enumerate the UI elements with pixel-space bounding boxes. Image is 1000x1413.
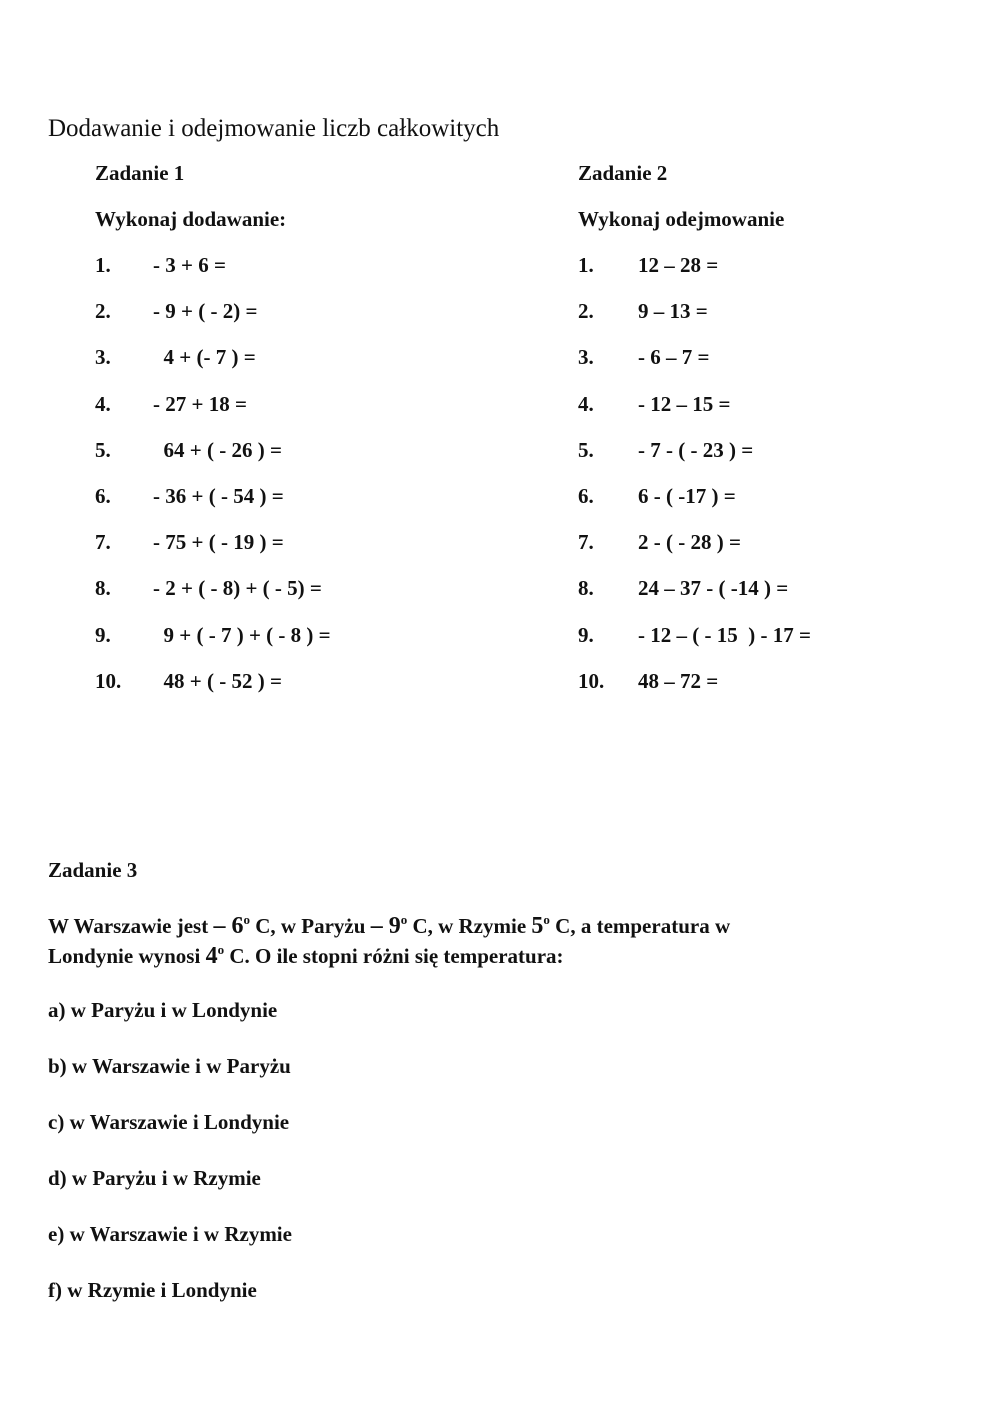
temperature-londyn: 4 [205,943,218,969]
problem-text-part: C, w Paryżu [249,914,371,938]
problem-text-part: W Warszawie jest [48,914,214,938]
exercise-number: 4. [95,391,111,416]
task-3-problem-line-1 [48,911,948,941]
question-item: f) w Rzymie i Londynie [48,1278,257,1302]
exercise-number: 5. [578,437,594,462]
exercise-expression: 64 + ( - 26 ) = [153,437,282,462]
exercise-number: 5. [95,437,111,462]
exercise-item [578,481,811,527]
exercise-number: 7. [95,530,111,555]
task-3-section [48,855,948,1331]
exercise-item [578,250,811,296]
temperature-rzym: 5 [531,913,544,939]
degree-sign: o [543,912,550,927]
exercise-number: 2. [578,299,594,324]
task-3-problem-line-2 [48,941,948,971]
exercise-item [578,435,811,481]
task-2-exercise-list [578,250,811,712]
exercise-expression: - 9 + ( - 2) = [153,299,258,324]
exercise-expression: - 12 – ( - 15 ) - 17 = [638,622,811,647]
degree-sign: o [217,942,225,957]
exercise-number: 3. [578,345,594,370]
problem-text-part: C, w Rzymie [407,914,532,938]
problem-text-part: C. O ile stopni różni się temperatura: [224,944,564,968]
exercise-number: 3. [95,345,111,370]
task-1-exercise-list [95,250,331,712]
question-item: b) w Warszawie i w Paryżu [48,1054,291,1078]
exercise-expression: - 75 + ( - 19 ) = [153,530,284,555]
exercise-number: 8. [578,576,594,601]
task-1-section [95,158,331,712]
exercise-expression: - 7 - ( - 23 ) = [638,437,754,462]
exercise-expression: 6 - ( -17 ) = [638,483,736,508]
exercise-number: 9. [95,622,111,647]
temperature-paryz: – 9 [370,913,401,939]
exercise-item [95,342,331,388]
exercise-number: 10. [578,668,605,693]
exercise-item [578,389,811,435]
exercise-item [95,481,331,527]
exercise-number: 1. [578,253,594,277]
exercise-item [578,573,811,619]
question-item: d) w Paryżu i w Rzymie [48,1166,261,1190]
exercise-expression: - 6 – 7 = [638,345,710,370]
exercise-item [578,620,811,666]
exercise-expression: 4 + (- 7 ) = [153,345,256,370]
exercise-item [578,342,811,388]
task-2-heading: Zadanie 2 [578,161,668,185]
task-2-instruction: Wykonaj odejmowanie [578,207,785,231]
task-1-heading: Zadanie 1 [95,161,185,185]
problem-text-part: Londynie wynosi [48,944,206,968]
task-3-problem-text [48,911,948,971]
exercise-item [95,620,331,666]
exercise-expression: - 2 + ( - 8) + ( - 5) = [153,576,322,601]
exercise-item [95,296,331,342]
task-1-instruction: Wykonaj dodawanie: [95,207,287,231]
page-title: Dodawanie i odejmowanie liczb całkowitych [48,114,500,142]
exercise-number: 4. [578,391,594,416]
degree-sign: o [243,912,250,927]
exercise-number: 7. [578,530,594,555]
question-item: e) w Warszawie i w Rzymie [48,1222,292,1246]
exercise-expression: 48 + ( - 52 ) = [153,668,282,693]
exercise-item [578,527,811,573]
exercise-number: 6. [578,483,594,508]
problem-text-part: C, a temperatura w [549,914,731,938]
question-item: c) w Warszawie i Londynie [48,1110,290,1134]
exercise-number: 9. [578,622,594,647]
task-3-question-list [48,995,948,1331]
exercise-expression: 2 - ( - 28 ) = [638,530,741,555]
exercise-item [95,527,331,573]
exercise-item [578,666,811,712]
exercise-number: 2. [95,299,111,324]
exercise-number: 1. [95,253,111,277]
exercise-item [578,296,811,342]
exercise-expression: 12 – 28 = [638,253,719,277]
exercise-item [95,573,331,619]
exercise-number: 10. [95,668,122,693]
exercise-item [95,666,331,712]
exercise-expression: 9 – 13 = [638,299,708,324]
exercise-expression: - 3 + 6 = [153,253,226,277]
exercise-number: 6. [95,483,111,508]
exercise-expression: - 27 + 18 = [153,391,247,416]
task-2-section [578,158,811,712]
exercise-item [95,435,331,481]
exercise-item [95,250,331,296]
task-3-heading: Zadanie 3 [48,858,138,882]
degree-sign: o [400,912,408,927]
exercise-expression: - 36 + ( - 54 ) = [153,483,284,508]
exercise-expression: 24 – 37 - ( -14 ) = [638,576,789,601]
exercise-expression: 48 – 72 = [638,668,719,693]
exercise-item [95,389,331,435]
question-item: a) w Paryżu i w Londynie [48,998,278,1022]
exercise-number: 8. [95,576,111,601]
exercise-expression: 9 + ( - 7 ) + ( - 8 ) = [153,622,331,647]
exercise-expression: - 12 – 15 = [638,391,731,416]
temperature-warszawa: – 6 [213,913,244,939]
